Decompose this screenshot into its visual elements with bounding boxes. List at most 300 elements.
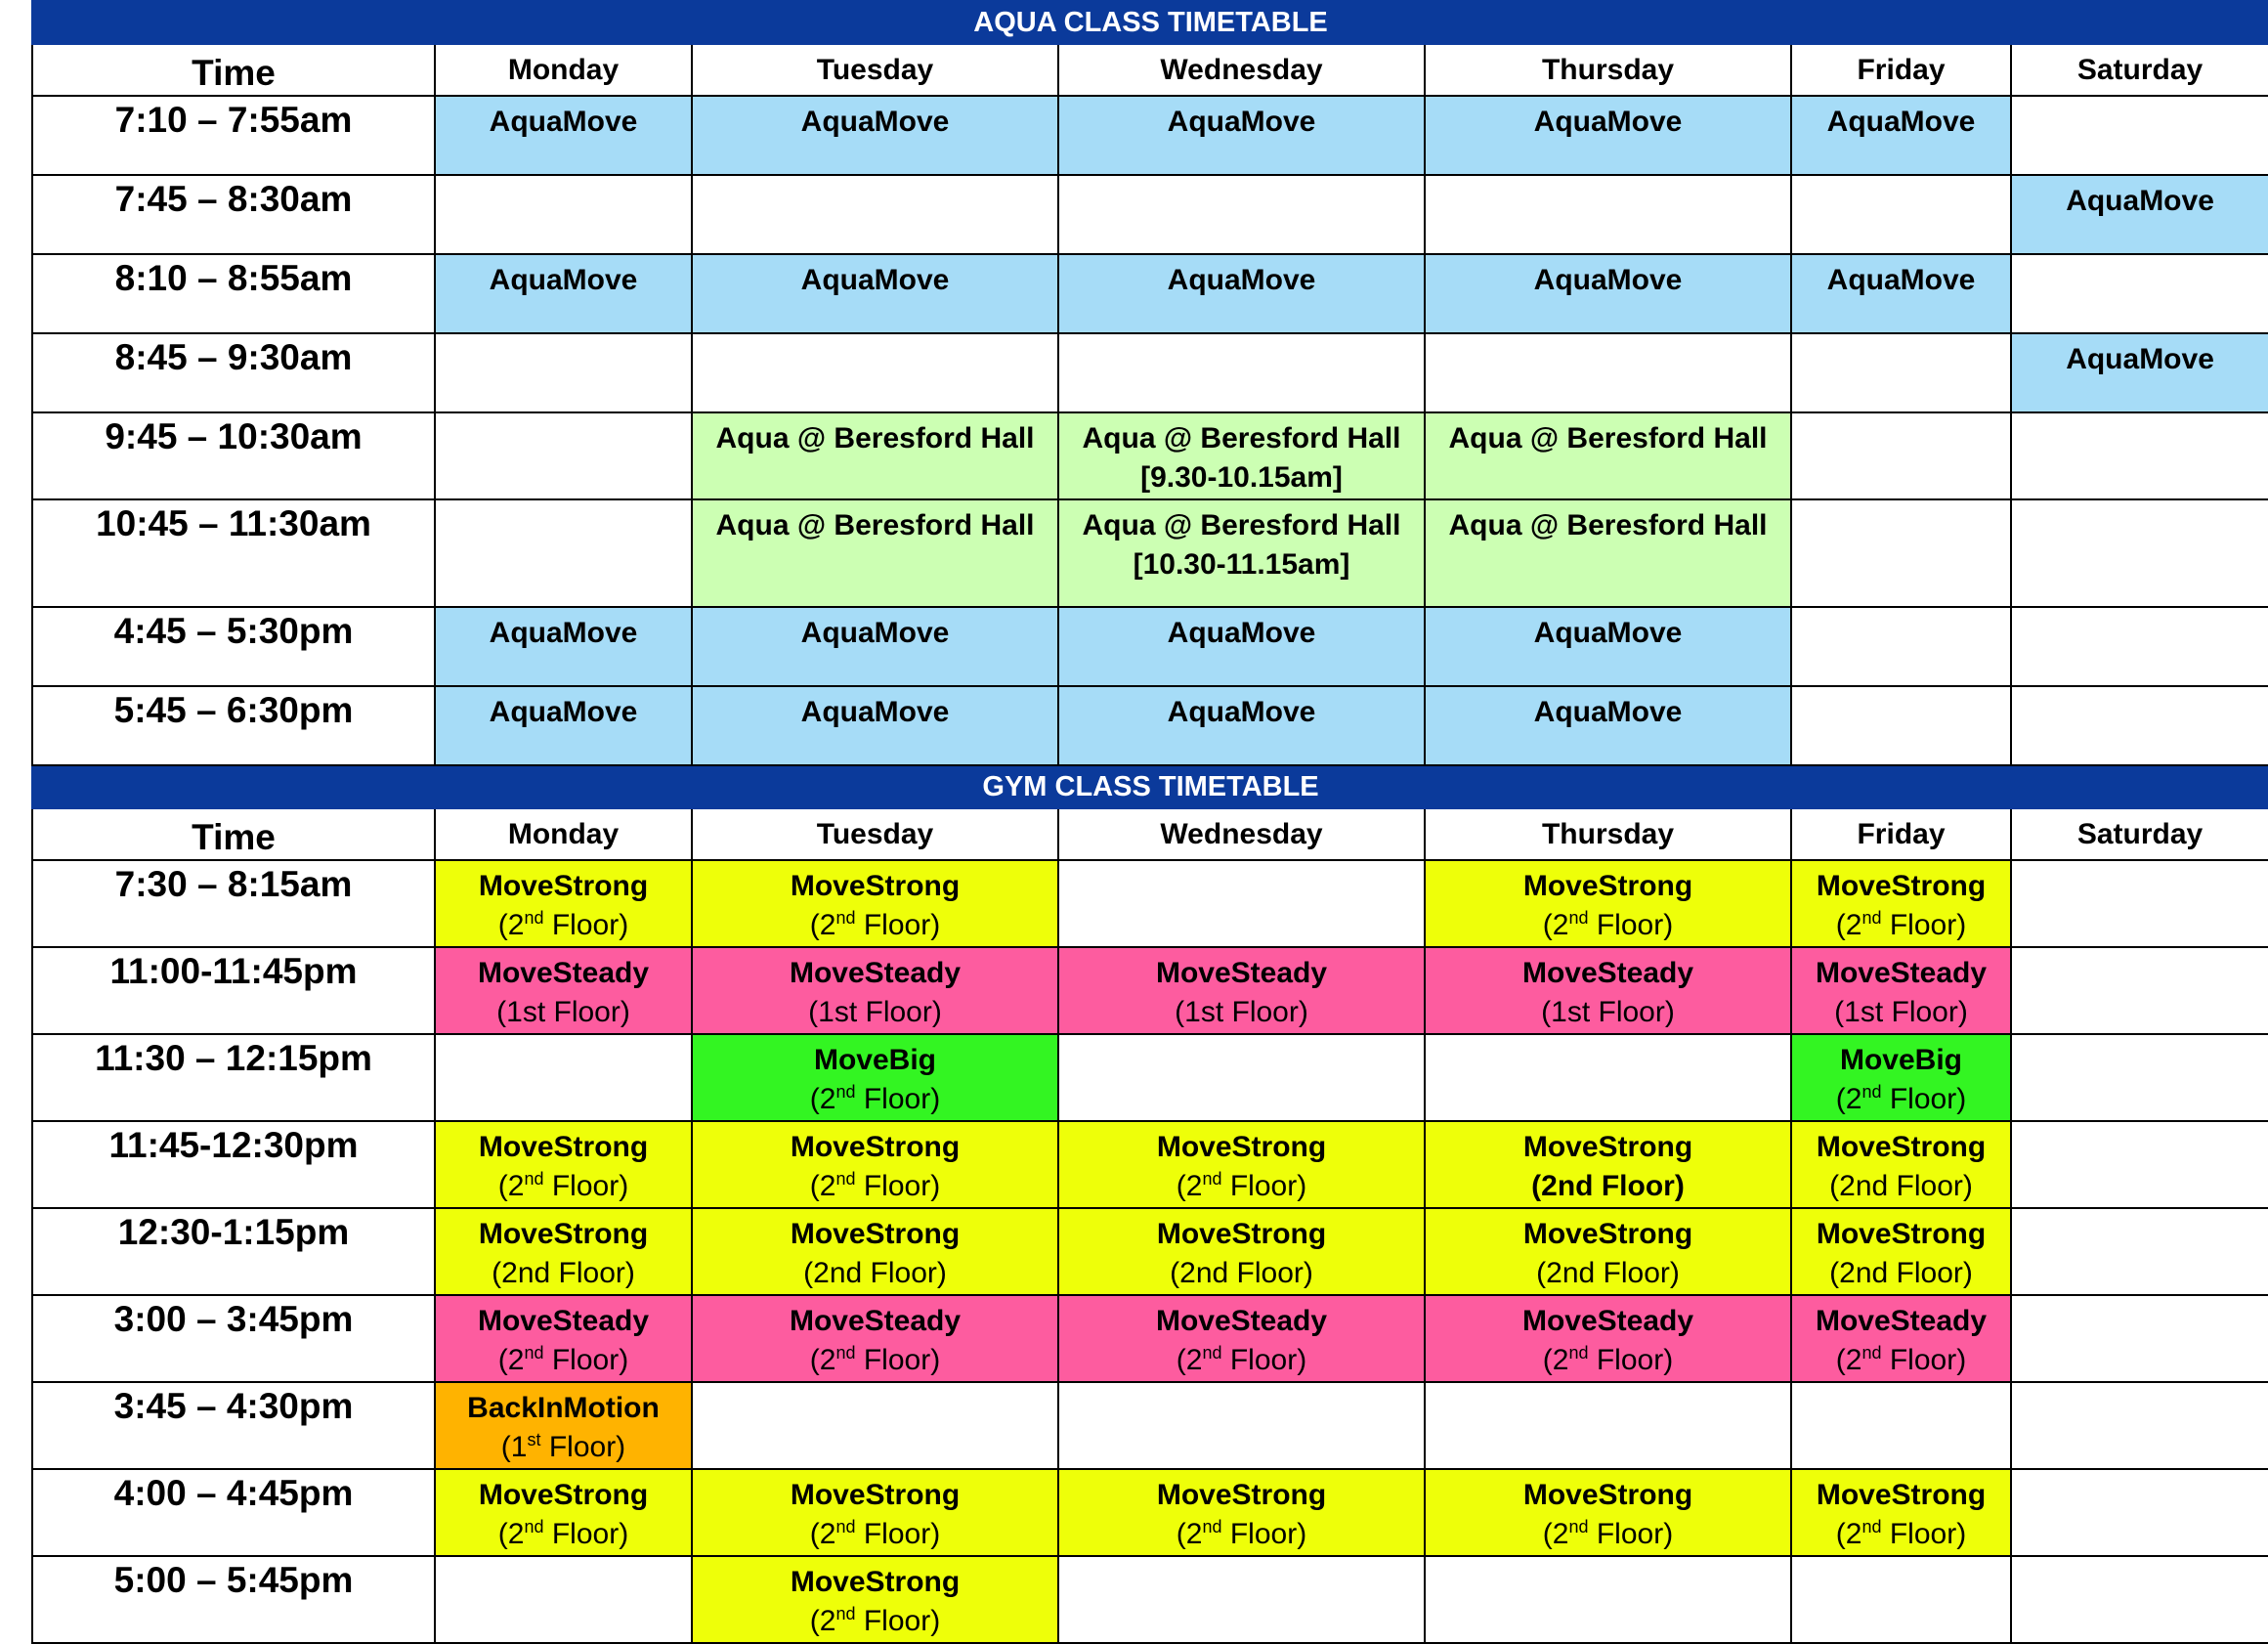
- floor-number: 2: [1845, 1344, 1862, 1376]
- class-name: MoveSteady: [1815, 1305, 1988, 1337]
- empty-cell: [435, 175, 692, 254]
- class-cell: [435, 607, 692, 686]
- class-name: AquaMove: [1167, 264, 1316, 296]
- class-name: MoveSteady: [1521, 1305, 1694, 1337]
- class-name: MoveStrong: [478, 1131, 649, 1163]
- class-name: MoveStrong: [1816, 1479, 1987, 1511]
- timetable: [31, 0, 2268, 1644]
- class-floor: (2nd Floor): [1835, 1517, 1967, 1550]
- class-name: MoveSteady: [477, 957, 650, 989]
- class-floor: (1st Floor): [808, 996, 942, 1028]
- time-slot: 7:10 – 7:55am: [32, 96, 435, 175]
- class-name: AquaMove: [1167, 696, 1316, 728]
- class-cell: [1791, 947, 2011, 1034]
- empty-cell: [1058, 1382, 1425, 1469]
- empty-cell: [1791, 333, 2011, 412]
- class-cell: [1058, 1121, 1425, 1208]
- empty-cell: [1791, 1556, 2011, 1643]
- class-cell: [1058, 607, 1425, 686]
- gym-table-row: [32, 860, 2268, 947]
- empty-cell: [2011, 1121, 2268, 1208]
- class-time-note: [9.30-10.15am]: [1140, 461, 1343, 494]
- class-name: MoveStrong: [1816, 870, 1987, 902]
- class-cell: [435, 860, 692, 947]
- class-cell: [1425, 96, 1791, 175]
- floor-ordinal: nd: [1568, 908, 1589, 928]
- floor-ordinal: nd: [1202, 1169, 1222, 1189]
- class-floor: (2nd Floor): [1531, 1170, 1685, 1202]
- class-name: AquaMove: [489, 617, 638, 649]
- time-slot: 4:00 – 4:45pm: [32, 1469, 435, 1556]
- day-header-tuesday: Tuesday: [692, 808, 1058, 860]
- day-header-wednesday: Wednesday: [1058, 808, 1425, 860]
- floor-label: Floor): [543, 1518, 629, 1550]
- class-cell: [1425, 1469, 1791, 1556]
- class-cell: [435, 686, 692, 765]
- floor-ordinal: nd: [524, 1517, 544, 1536]
- floor-label: Floor): [1588, 909, 1674, 941]
- empty-cell: [2011, 947, 2268, 1034]
- class-cell: [1791, 860, 2011, 947]
- day-header-saturday: Saturday: [2011, 44, 2268, 96]
- empty-cell: [692, 175, 1058, 254]
- class-name: MoveStrong: [1522, 1131, 1693, 1163]
- class-name: AquaMove: [2066, 343, 2214, 375]
- class-floor: (2nd Floor): [1835, 1343, 1967, 1376]
- empty-cell: [2011, 1208, 2268, 1295]
- floor-label: Floor): [855, 1605, 941, 1637]
- time-slot: 11:00-11:45pm: [32, 947, 435, 1034]
- aqua-timetable-title: AQUA CLASS TIMETABLE: [32, 1, 2268, 44]
- time-column-header: Time: [32, 44, 435, 96]
- class-cell: [435, 254, 692, 333]
- day-header-saturday: Saturday: [2011, 808, 2268, 860]
- floor-number: 2: [507, 1344, 525, 1376]
- floor-number: 2: [819, 909, 836, 941]
- floor-ordinal: nd: [835, 1517, 856, 1536]
- day-header-thursday: Thursday: [1425, 44, 1791, 96]
- floor-number: 1: [510, 1431, 528, 1463]
- class-cell: [1425, 412, 1791, 499]
- day-header-monday: Monday: [435, 808, 692, 860]
- class-cell: [435, 947, 692, 1034]
- time-slot: 11:45-12:30pm: [32, 1121, 435, 1208]
- class-cell: [435, 1121, 692, 1208]
- class-name: MoveSteady: [477, 1305, 650, 1337]
- class-floor: (2nd Floor): [1835, 1082, 1967, 1115]
- floor-number: 2: [507, 909, 525, 941]
- gym-table-row: [32, 1295, 2268, 1382]
- floor-ordinal: nd: [1202, 1517, 1222, 1536]
- class-cell: [692, 412, 1058, 499]
- class-name: MoveSteady: [789, 957, 962, 989]
- empty-cell: [1791, 412, 2011, 499]
- class-cell: [1791, 1295, 2011, 1382]
- empty-cell: [2011, 1556, 2268, 1643]
- class-name: MoveSteady: [1521, 957, 1694, 989]
- class-floor: (1st Floor): [496, 996, 630, 1028]
- empty-cell: [1425, 1034, 1791, 1121]
- class-name: Aqua @ Beresford Hall: [715, 422, 1035, 454]
- class-cell: [1791, 1469, 2011, 1556]
- class-name: AquaMove: [1826, 106, 1976, 138]
- class-cell: [435, 1469, 692, 1556]
- class-floor: (1st Floor): [1541, 996, 1675, 1028]
- class-name: AquaMove: [489, 264, 638, 296]
- gym-table-row: [32, 947, 2268, 1034]
- class-floor: (2nd Floor): [492, 1257, 635, 1289]
- class-cell: [692, 686, 1058, 765]
- aqua-table-row: [32, 412, 2268, 499]
- time-slot: 7:30 – 8:15am: [32, 860, 435, 947]
- class-cell: [1425, 254, 1791, 333]
- floor-ordinal: nd: [524, 1343, 544, 1363]
- time-slot: 7:45 – 8:30am: [32, 175, 435, 254]
- gym-table-row: [32, 1121, 2268, 1208]
- floor-label: Floor): [1881, 1518, 1967, 1550]
- time-slot: 8:10 – 8:55am: [32, 254, 435, 333]
- floor-label: Floor): [855, 1170, 941, 1202]
- class-name: AquaMove: [2066, 185, 2214, 217]
- class-name: MoveSteady: [1155, 957, 1328, 989]
- empty-cell: [2011, 860, 2268, 947]
- floor-number: 2: [819, 1605, 836, 1637]
- class-cell: [1791, 1208, 2011, 1295]
- empty-cell: [1058, 175, 1425, 254]
- empty-cell: [1791, 175, 2011, 254]
- empty-cell: [435, 412, 692, 499]
- empty-cell: [692, 333, 1058, 412]
- class-name: Aqua @ Beresford Hall: [715, 509, 1035, 541]
- class-floor: (2nd Floor): [809, 1517, 941, 1550]
- floor-ordinal: nd: [1568, 1343, 1589, 1363]
- class-name: MoveStrong: [1816, 1218, 1987, 1250]
- class-floor: (1st Floor): [1175, 996, 1308, 1028]
- class-name: MoveStrong: [790, 1566, 961, 1598]
- class-name: MoveStrong: [790, 1131, 961, 1163]
- empty-cell: [2011, 96, 2268, 175]
- day-header-friday: Friday: [1791, 808, 2011, 860]
- floor-number: 2: [1552, 909, 1569, 941]
- floor-ordinal: nd: [835, 1604, 856, 1623]
- class-cell: [1058, 1295, 1425, 1382]
- class-name: MoveSteady: [1155, 1305, 1328, 1337]
- empty-cell: [1425, 1556, 1791, 1643]
- aqua-table-row: [32, 333, 2268, 412]
- floor-number: 2: [819, 1170, 836, 1202]
- class-cell: [1425, 860, 1791, 947]
- class-floor: (2nd Floor): [497, 1343, 629, 1376]
- class-floor: (2nd Floor): [1829, 1170, 1973, 1202]
- empty-cell: [1791, 686, 2011, 765]
- class-floor: (2nd Floor): [1542, 1517, 1674, 1550]
- floor-label: Floor): [855, 1518, 941, 1550]
- time-slot: 9:45 – 10:30am: [32, 412, 435, 499]
- class-time-note: [10.30-11.15am]: [1133, 548, 1350, 581]
- class-cell: [2011, 175, 2268, 254]
- class-floor: (2nd Floor): [809, 1343, 941, 1376]
- gym-table-row: [32, 1034, 2268, 1121]
- empty-cell: [435, 333, 692, 412]
- time-column-header: Time: [32, 808, 435, 860]
- class-cell: [1425, 1295, 1791, 1382]
- class-floor: (2nd Floor): [1542, 908, 1674, 941]
- aqua-table-row: [32, 96, 2268, 175]
- floor-ordinal: nd: [1861, 908, 1882, 928]
- gym-timetable-title: GYM CLASS TIMETABLE: [32, 765, 2268, 808]
- aqua-table-row: [32, 499, 2268, 607]
- gym-banner-row: [32, 765, 2268, 808]
- day-header-tuesday: Tuesday: [692, 44, 1058, 96]
- class-name: MoveStrong: [1156, 1131, 1327, 1163]
- empty-cell: [2011, 1382, 2268, 1469]
- empty-cell: [1058, 1034, 1425, 1121]
- class-cell: [692, 1556, 1058, 1643]
- class-name: MoveStrong: [1816, 1131, 1987, 1163]
- empty-cell: [435, 1556, 692, 1643]
- class-name: MoveStrong: [790, 1479, 961, 1511]
- class-name: MoveSteady: [789, 1305, 962, 1337]
- class-name: Aqua @ Beresford Hall: [1448, 509, 1768, 541]
- floor-number: 2: [507, 1518, 525, 1550]
- class-name: MoveStrong: [1156, 1218, 1327, 1250]
- time-slot: 5:45 – 6:30pm: [32, 686, 435, 765]
- floor-number: 2: [1185, 1344, 1203, 1376]
- class-name: MoveStrong: [790, 870, 961, 902]
- class-cell: [1791, 1121, 2011, 1208]
- empty-cell: [2011, 254, 2268, 333]
- empty-cell: [435, 499, 692, 607]
- class-floor: (2nd Floor): [1176, 1517, 1307, 1550]
- time-slot: 3:00 – 3:45pm: [32, 1295, 435, 1382]
- gym-table-row: [32, 1469, 2268, 1556]
- floor-number: 2: [819, 1518, 836, 1550]
- class-name: AquaMove: [800, 264, 950, 296]
- class-floor: (2nd Floor): [1835, 908, 1967, 941]
- floor-number: 2: [1185, 1518, 1203, 1550]
- time-slot: 8:45 – 9:30am: [32, 333, 435, 412]
- class-floor: (2nd Floor): [497, 1169, 629, 1202]
- floor-label: Floor): [543, 1170, 629, 1202]
- class-cell: [1425, 1121, 1791, 1208]
- empty-cell: [692, 1382, 1058, 1469]
- class-cell: [435, 1382, 692, 1469]
- empty-cell: [1425, 333, 1791, 412]
- time-slot: 3:45 – 4:30pm: [32, 1382, 435, 1469]
- time-slot: 12:30-1:15pm: [32, 1208, 435, 1295]
- class-floor: (2nd Floor): [497, 908, 629, 941]
- floor-label: Floor): [855, 909, 941, 941]
- day-header-friday: Friday: [1791, 44, 2011, 96]
- class-name: MoveStrong: [1522, 870, 1693, 902]
- class-floor: (2nd Floor): [1170, 1257, 1313, 1289]
- class-floor: (2nd Floor): [497, 1517, 629, 1550]
- class-floor: (2nd Floor): [1542, 1343, 1674, 1376]
- floor-number: 2: [1552, 1518, 1569, 1550]
- floor-label: Floor): [1881, 909, 1967, 941]
- class-name: AquaMove: [1826, 264, 1976, 296]
- gym-table-row: [32, 1556, 2268, 1643]
- empty-cell: [2011, 412, 2268, 499]
- class-floor: (1st Floor): [1834, 996, 1968, 1028]
- class-cell: [692, 1469, 1058, 1556]
- class-cell: [435, 96, 692, 175]
- class-cell: [1425, 686, 1791, 765]
- class-name: AquaMove: [1533, 696, 1683, 728]
- class-floor: (2nd Floor): [1829, 1257, 1973, 1289]
- class-cell: [435, 1208, 692, 1295]
- floor-label: Floor): [1588, 1518, 1674, 1550]
- floor-label: Floor): [543, 909, 629, 941]
- class-cell: [692, 1034, 1058, 1121]
- class-name: AquaMove: [1167, 617, 1316, 649]
- floor-ordinal: nd: [1861, 1343, 1882, 1363]
- floor-ordinal: nd: [835, 1343, 856, 1363]
- floor-number: 2: [819, 1083, 836, 1115]
- class-cell: [1058, 254, 1425, 333]
- floor-number: 2: [1845, 1518, 1862, 1550]
- empty-cell: [1791, 1382, 2011, 1469]
- day-header-monday: Monday: [435, 44, 692, 96]
- gym-table-row: [32, 1382, 2268, 1469]
- floor-label: Floor): [855, 1083, 941, 1115]
- class-name: MoveStrong: [478, 1479, 649, 1511]
- class-name: AquaMove: [1167, 106, 1316, 138]
- class-name: AquaMove: [489, 106, 638, 138]
- floor-ordinal: nd: [524, 1169, 544, 1189]
- floor-ordinal: nd: [524, 908, 544, 928]
- class-cell: [1425, 947, 1791, 1034]
- floor-label: Floor): [1881, 1344, 1967, 1376]
- aqua-table-row: [32, 607, 2268, 686]
- class-name: BackInMotion: [467, 1392, 660, 1424]
- class-name: MoveStrong: [478, 1218, 649, 1250]
- class-floor: (2nd Floor): [1176, 1169, 1307, 1202]
- floor-ordinal: st: [527, 1430, 541, 1449]
- class-name: AquaMove: [800, 696, 950, 728]
- class-floor: (2nd Floor): [1176, 1343, 1307, 1376]
- class-name: AquaMove: [1533, 617, 1683, 649]
- aqua-banner-row: [32, 1, 2268, 44]
- class-floor: (2nd Floor): [809, 1604, 941, 1637]
- empty-cell: [2011, 499, 2268, 607]
- class-name: AquaMove: [800, 617, 950, 649]
- empty-cell: [1058, 1556, 1425, 1643]
- floor-number: 2: [819, 1344, 836, 1376]
- class-cell: [1058, 96, 1425, 175]
- class-floor: (1st Floor): [500, 1430, 626, 1463]
- class-cell: [692, 1208, 1058, 1295]
- class-cell: [2011, 333, 2268, 412]
- class-name: Aqua @ Beresford Hall: [1448, 422, 1768, 454]
- class-name: AquaMove: [489, 696, 638, 728]
- empty-cell: [435, 1034, 692, 1121]
- class-cell: [1058, 499, 1425, 607]
- class-cell: [1425, 607, 1791, 686]
- class-cell: [1058, 412, 1425, 499]
- floor-label: Floor): [1221, 1518, 1307, 1550]
- floor-ordinal: nd: [835, 908, 856, 928]
- class-cell: [1058, 1208, 1425, 1295]
- floor-ordinal: nd: [1861, 1082, 1882, 1102]
- empty-cell: [2011, 607, 2268, 686]
- class-cell: [692, 947, 1058, 1034]
- floor-label: Floor): [540, 1431, 626, 1463]
- day-header-thursday: Thursday: [1425, 808, 1791, 860]
- empty-cell: [2011, 686, 2268, 765]
- class-name: MoveSteady: [1815, 957, 1988, 989]
- empty-cell: [1425, 1382, 1791, 1469]
- class-name: MoveStrong: [1156, 1479, 1327, 1511]
- aqua-table-row: [32, 254, 2268, 333]
- floor-label: Floor): [1221, 1170, 1307, 1202]
- class-cell: [692, 607, 1058, 686]
- floor-label: Floor): [1881, 1083, 1967, 1115]
- class-name: MoveStrong: [790, 1218, 961, 1250]
- floor-number: 2: [1552, 1344, 1569, 1376]
- time-slot: 11:30 – 12:15pm: [32, 1034, 435, 1121]
- class-cell: [692, 860, 1058, 947]
- class-cell: [692, 254, 1058, 333]
- class-cell: [1058, 947, 1425, 1034]
- class-cell: [692, 1121, 1058, 1208]
- floor-number: 2: [1845, 1083, 1862, 1115]
- class-name: MoveStrong: [1522, 1218, 1693, 1250]
- class-cell: [692, 96, 1058, 175]
- aqua-table-row: [32, 175, 2268, 254]
- class-name: MoveBig: [813, 1044, 936, 1076]
- gym-table-row: [32, 1208, 2268, 1295]
- empty-cell: [2011, 1034, 2268, 1121]
- day-header-wednesday: Wednesday: [1058, 44, 1425, 96]
- floor-number: 2: [1185, 1170, 1203, 1202]
- class-cell: [692, 1295, 1058, 1382]
- time-slot: 5:00 – 5:45pm: [32, 1556, 435, 1643]
- floor-label: Floor): [1221, 1344, 1307, 1376]
- class-name: MoveStrong: [478, 870, 649, 902]
- class-floor: (2nd Floor): [1536, 1257, 1680, 1289]
- floor-label: Floor): [1588, 1344, 1674, 1376]
- floor-ordinal: nd: [835, 1082, 856, 1102]
- class-cell: [1791, 96, 2011, 175]
- floor-ordinal: nd: [835, 1169, 856, 1189]
- empty-cell: [2011, 1295, 2268, 1382]
- class-floor: (2nd Floor): [809, 1082, 941, 1115]
- floor-label: Floor): [543, 1344, 629, 1376]
- class-floor: (2nd Floor): [809, 908, 941, 941]
- class-name: MoveBig: [1839, 1044, 1962, 1076]
- empty-cell: [1791, 499, 2011, 607]
- floor-ordinal: nd: [1861, 1517, 1882, 1536]
- class-floor: (2nd Floor): [809, 1169, 941, 1202]
- floor-number: 2: [1845, 909, 1862, 941]
- empty-cell: [1058, 333, 1425, 412]
- empty-cell: [1058, 860, 1425, 947]
- class-name: MoveStrong: [1522, 1479, 1693, 1511]
- aqua-header-row: [32, 44, 2268, 96]
- floor-ordinal: nd: [1568, 1517, 1589, 1536]
- class-cell: [1791, 1034, 2011, 1121]
- class-name: AquaMove: [1533, 106, 1683, 138]
- class-name: Aqua @ Beresford Hall: [1082, 422, 1401, 454]
- class-name: AquaMove: [1533, 264, 1683, 296]
- class-name: AquaMove: [800, 106, 950, 138]
- empty-cell: [1425, 175, 1791, 254]
- floor-number: 2: [507, 1170, 525, 1202]
- time-slot: 10:45 – 11:30am: [32, 499, 435, 607]
- floor-label: Floor): [855, 1344, 941, 1376]
- gym-header-row: [32, 808, 2268, 860]
